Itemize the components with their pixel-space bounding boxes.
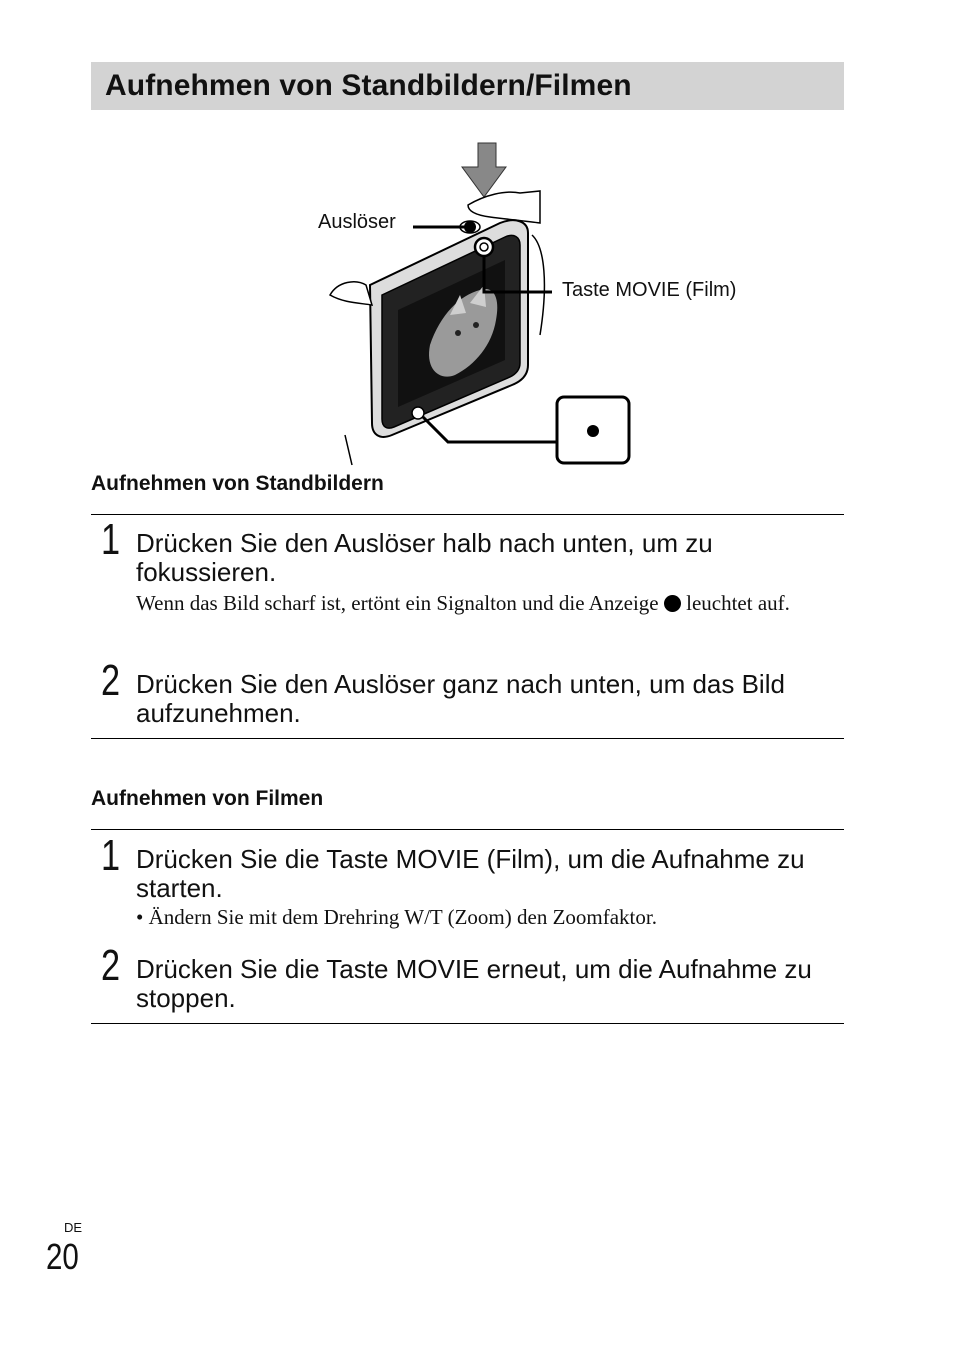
camera-figure <box>300 135 780 470</box>
step-number: 2 <box>101 941 121 990</box>
movie-heading: Aufnehmen von Filmen <box>91 787 324 810</box>
step-text: Drücken Sie den Auslöser ganz nach unten, um das Bild aufzunehmen. <box>136 669 785 728</box>
note-text: leuchtet auf. <box>686 591 790 615</box>
note-text: Wenn das Bild scharf ist, ertönt ein Signalton und die Anzeige <box>136 591 659 615</box>
divider <box>91 738 844 739</box>
step-note <box>136 588 844 618</box>
page-number: 20 <box>46 1236 79 1277</box>
step-bullet: • Ändern Sie mit dem Drehring W/T (Zoom) den Zoomfaktor. <box>136 905 657 929</box>
title-bar <box>91 62 844 110</box>
step-text: Drücken Sie die Taste MOVIE erneut, um die Aufnahme zu stoppen. <box>136 954 812 1013</box>
step-number: 1 <box>101 515 121 564</box>
step-number: 1 <box>101 831 121 880</box>
camera-illustration <box>370 220 528 437</box>
press-arrow-icon <box>462 143 506 197</box>
step-number: 2 <box>101 656 121 705</box>
divider <box>91 829 844 830</box>
still-heading: Aufnehmen von Standbildern <box>91 472 384 495</box>
divider <box>91 514 844 515</box>
page-title: Aufnehmen von Standbildern/Filmen <box>105 69 632 102</box>
step-text: Drücken Sie die Taste MOVIE (Film), um die Aufnahme zu starten. <box>136 844 805 903</box>
movie-button-label: Taste MOVIE (Film) <box>562 279 737 301</box>
indicator-dot-icon <box>664 595 681 612</box>
focus-indicator-icon <box>557 397 629 463</box>
language-tag: DE <box>64 1220 83 1235</box>
shutter-label: Auslöser <box>318 211 396 233</box>
divider <box>91 1023 844 1024</box>
step-text: Drücken Sie den Auslöser halb nach unten, um zu fokussieren. <box>136 528 713 587</box>
